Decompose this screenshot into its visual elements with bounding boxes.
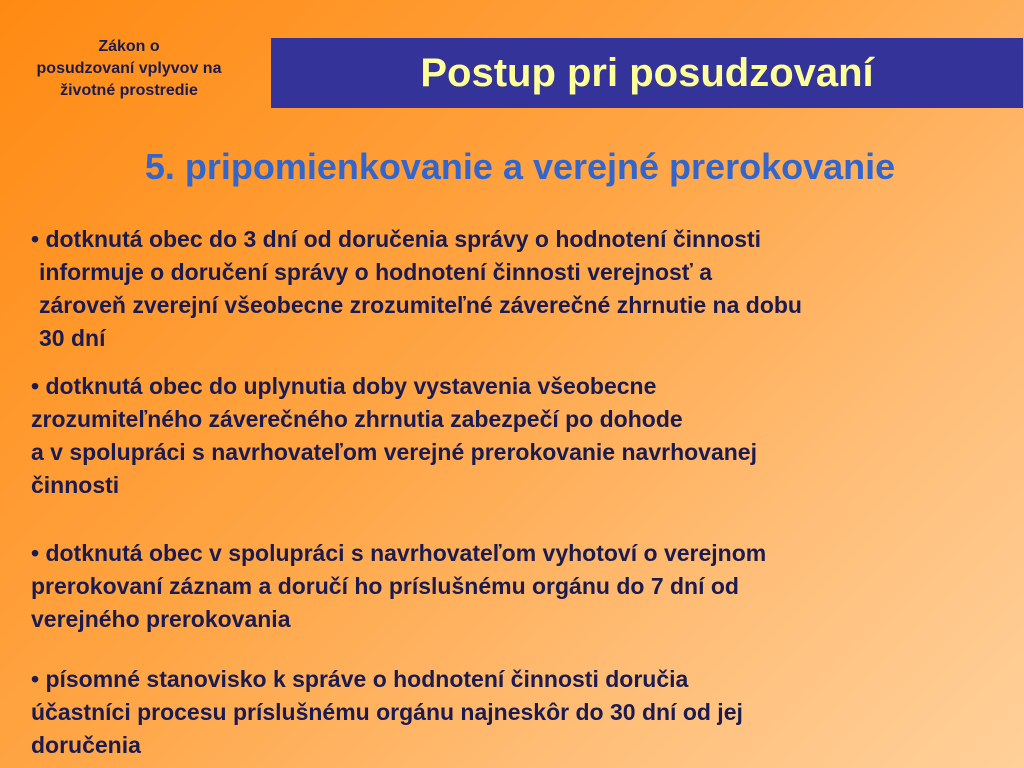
law-label-line: Zákon o <box>98 38 160 55</box>
bullet-line <box>31 537 1001 570</box>
slide-title: Postup pri posudzovaní <box>420 50 874 95</box>
bullet-text: dotknutá obec v spolupráci s navrhovateľom vyhotoví o verejnom <box>45 540 767 566</box>
bullet-item <box>31 537 1001 636</box>
law-label-line: životné prostredie <box>60 82 198 99</box>
bullet-line: zrozumiteľného záverečného zhrnutia zabezpečí po dohode <box>31 406 683 432</box>
bullet-line: zároveň zverejní všeobecne zrozumiteľné záverečné zhrnutie na dobu <box>39 292 802 318</box>
bullet-dot: • <box>31 226 40 252</box>
bullet-line: verejného prerokovania <box>31 606 291 632</box>
bullet-item <box>31 223 1001 355</box>
bullet-line: a v spolupráci s navrhovateľom verejné prerokovanie navrhovanej <box>31 439 757 465</box>
bullet-text: dotknutá obec do uplynutia doby vystavenia všeobecne <box>45 373 657 399</box>
law-label-line: posudzovaní vplyvov na <box>36 60 222 77</box>
bullet-line: účastníci procesu príslušnému orgánu najneskôr do 30 dní od jej <box>31 699 743 725</box>
bullet-line: 30 dní <box>39 325 106 351</box>
bullet-text: dotknutá obec do 3 dní od doručenia správy o hodnotení činnosti <box>45 226 762 252</box>
bullet-line <box>31 223 1001 256</box>
slide-subtitle: 5. pripomienkovanie a verejné prerokovanie <box>144 146 896 187</box>
bullet-line <box>31 370 1001 403</box>
bullet-line: prerokovaní záznam a doručí ho príslušnému orgánu do 7 dní od <box>31 573 739 599</box>
law-label <box>4 36 254 102</box>
bullet-line: informuje o doručení správy o hodnotení činnosti verejnosť a <box>39 259 713 285</box>
bullet-dot: • <box>31 540 40 566</box>
bullet-line: činnosti <box>31 472 120 498</box>
bullet-item <box>31 370 1001 502</box>
bullet-dot: • <box>31 373 40 399</box>
bullet-line <box>31 663 1001 696</box>
title-bar <box>271 38 1023 108</box>
bullet-line: doručenia <box>31 732 141 758</box>
bullet-item <box>31 663 1001 762</box>
bullet-text: písomné stanovisko k správe o hodnotení činnosti doručia <box>45 666 689 692</box>
bullet-dot: • <box>31 666 40 692</box>
